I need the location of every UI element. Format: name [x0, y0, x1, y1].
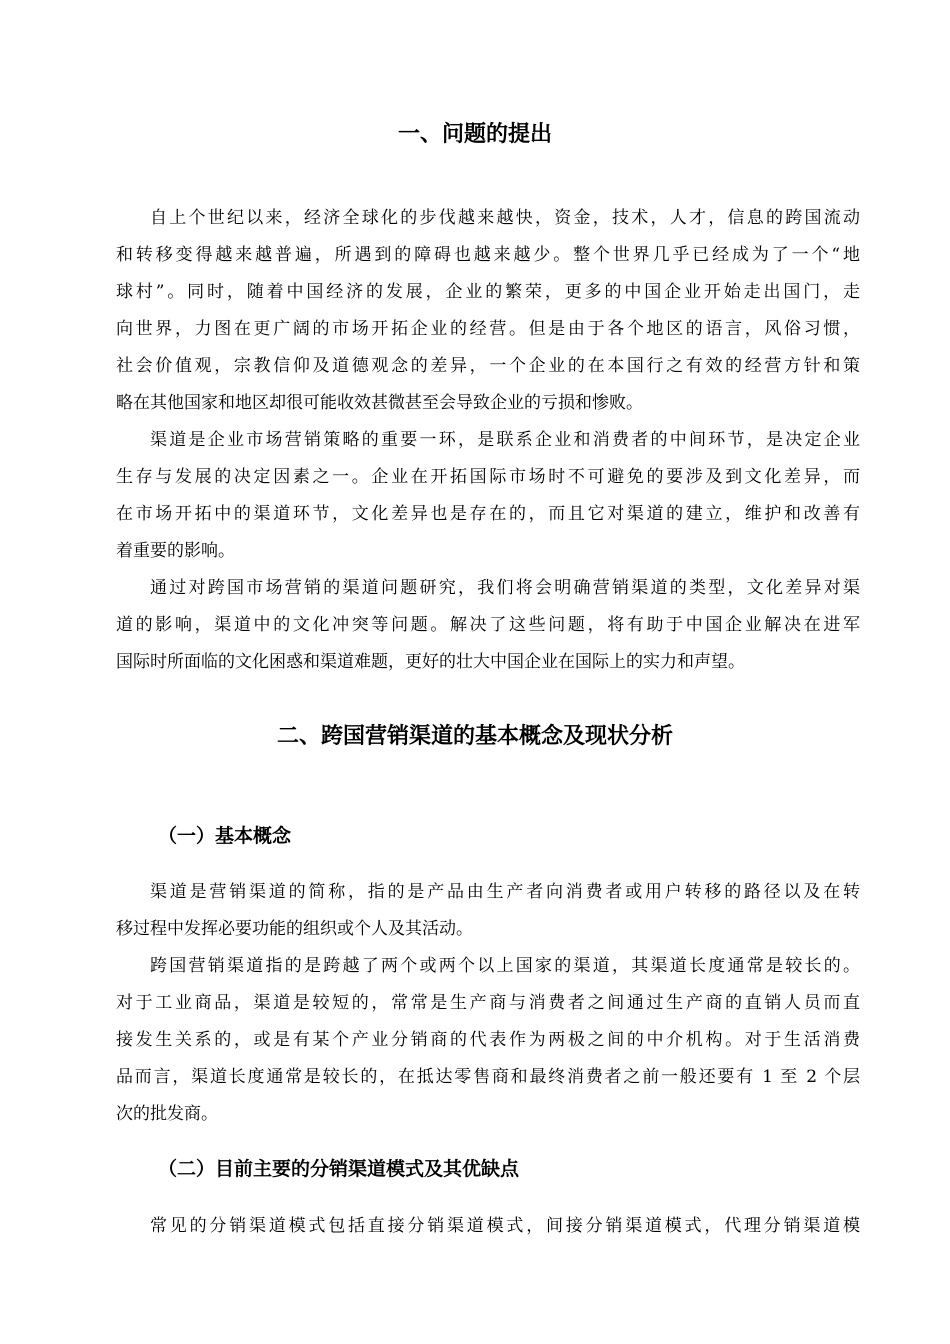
text-line: 国际时所面临的文化困惑和渠道难题，更好的壮大中国企业在国际上的实力和声望。: [116, 652, 745, 672]
text-line: 着重要的影响。: [116, 541, 235, 561]
text-line: 略在其他国家和地区却很可能收效甚微甚至会导致企业的亏损和惨败。: [116, 393, 643, 413]
text-line: 自上个世纪以来，经济全球化的步伐越来越快，资金，技术，人才，信息的跨国流动: [150, 208, 860, 228]
text-line: 接发生关系的，或是有某个产业分销商的代表作为两极之间的中介机构。对于生活消费: [116, 1030, 860, 1050]
subsection-heading-2: （二）目前主要的分销渠道模式及其优缺点: [158, 1158, 520, 1180]
text-line: 常见的分销渠道模式包括直接分销渠道模式，间接分销渠道模式，代理分销渠道模: [150, 1216, 860, 1236]
text-line: 生存与发展的决定因素之一。企业在开拓国际市场时不可避免的要涉及到文化差异，而: [116, 467, 860, 487]
text-line: 通过对跨国市场营销的渠道问题研究，我们将会明确营销渠道的类型，文化差异对渠: [150, 578, 860, 598]
paragraph: [116, 948, 860, 1133]
text-line: 渠道是企业市场营销策略的重要一环，是联系企业和消费者的中间环节，是决定企业: [150, 430, 860, 450]
text-line: 向世界，力图在更广阔的市场开拓企业的经营。但是由于各个地区的语言，风俗习惯，: [116, 319, 860, 339]
text-line: 移过程中发挥必要功能的组织或个人及其活动。: [116, 919, 473, 939]
text-line: 社会价值观，宗教信仰及道德观念的差异，一个企业的在本国行之有效的经营方针和策: [116, 356, 860, 376]
section-heading-2: 二、跨国营销渠道的基本概念及现状分析: [276, 724, 673, 749]
paragraph: [116, 200, 860, 422]
paragraph: [116, 422, 860, 570]
text-line: 球村”。同时，随着中国经济的发展，企业的繁荣，更多的中国企业开始走出国门，走: [116, 282, 860, 302]
text-line: 和转移变得越来越普遍，所遇到的障碍也越来越少。整个世界几乎已经成为了一个“地: [116, 245, 860, 265]
text-line: 跨国营销渠道指的是跨越了两个或两个以上国家的渠道，其渠道长度通常是较长的。: [150, 956, 860, 976]
paragraph: [116, 874, 860, 948]
text-line: 次的批发商。: [116, 1104, 218, 1124]
text-line: 渠道是营销渠道的简称，指的是产品由生产者向消费者或用户转移的路径以及在转: [150, 882, 860, 902]
subsection-heading-1: （一）基本概念: [158, 825, 292, 847]
text-line: 品而言，渠道长度通常是较长的，在抵达零售商和最终消费者之前一般还要有 1 至 2 个层: [116, 1067, 860, 1087]
paragraph: [116, 1208, 860, 1245]
text-line: 在市场开拓中的渠道环节，文化差异也是存在的，而且它对渠道的建立，维护和改善有: [116, 504, 860, 524]
text-line: 对于工业商品，渠道是较短的，常常是生产商与消费者之间通过生产商的直销人员而直: [116, 993, 860, 1013]
text-line: 道的影响，渠道中的文化冲突等问题。解决了这些问题，将有助于中国企业解决在进军: [116, 615, 860, 635]
paragraph: [116, 570, 860, 681]
section-heading-1: 一、问题的提出: [397, 122, 552, 147]
